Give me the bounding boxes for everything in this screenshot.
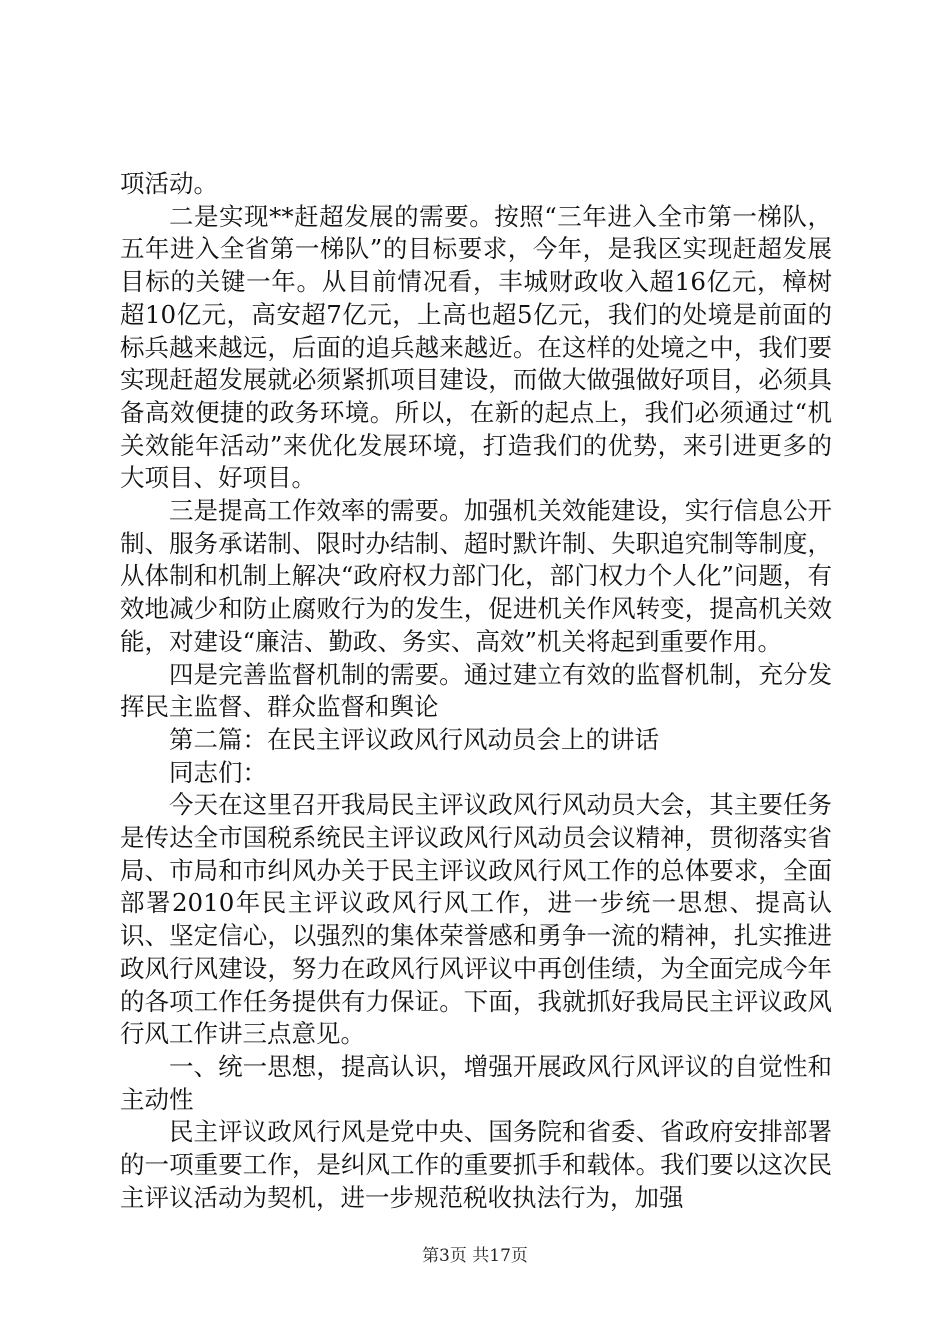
salutation: 同志们： <box>169 757 267 787</box>
paragraph-2: 二是实现**赶超发展的需要。按照“三年进入全市第一梯队，五年进入全省第一梯队”的目标要求，今年，是我区实现赶超发展目标的关键一年。从目前情况看，丰城财政收入超16亿元，樟树超10亿元，高安超7亿元，上高也超5亿元，我们的处境是前面的标兵越来越远，后面的追兵越来越近。在这样的处境之中，我们要实现赶超发展就必须紧抓项目建设，而做大做强做好项目，必须具备高效便捷的政务环境。所以，在新的起点上，我们必须通过“机关效能年活动”来优化发展环境，打造我们的优势，来引进更多的大项目、好项目。 <box>120 201 832 493</box>
paragraph-1: 项活动。 <box>120 169 218 198</box>
paragraph-5: 今天在这里召开我局民主评议政风行风动员大会，其主要任务是传达全市国税系统民主评议政风行风动员会议精神，贯彻落实省局、市局和市纠风办关于民主评议政风行风工作的总体要求，全面部署2010年民主评议政风行风工作，进一步统一思想、提高认识、坚定信心，以强烈的集体荣誉感和勇争一流的精神，扎实推进政风行风建设，努力在政风行风评议中再创佳绩，为全面完成今年的各项工作任务提供有力保证。下面，我就抓好我局民主评议政风行风工作讲三点意见。 <box>120 790 832 1049</box>
document-body <box>120 168 832 1215</box>
page-number-footer: 第3页 共17页 <box>422 1246 528 1266</box>
section-heading-2: 第二篇：在民主评议政风行风动员会上的讲话 <box>169 724 659 754</box>
paragraph-6: 民主评议政风行风是党中央、国务院和省委、省政府安排部署的一项重要工作，是纠风工作的重要抓手和载体。我们要以这次民主评议活动为契机，进一步规范税收执法行为，加强 <box>120 1117 832 1212</box>
paragraph-4: 四是完善监督机制的需要。通过建立有效的监督机制，充分发挥民主监督、群众监督和舆论 <box>120 659 832 722</box>
paragraph-3: 三是提高工作效率的需要。加强机关效能建设，实行信息公开制、服务承诺制、限时办结制、超时默许制、失职追究制等制度，从体制和机制上解决“政府权力部门化，部门权力个人化”问题，有效地减少和防止腐败行为的发生，促进机关作风转变，提高机关效能，对建设“廉洁、勤政、务实、高效”机关将起到重要作用。 <box>120 496 832 656</box>
subheading-1: 一、统一思想，提高认识，增强开展政风行风评议的自觉性和主动性 <box>120 1051 832 1114</box>
